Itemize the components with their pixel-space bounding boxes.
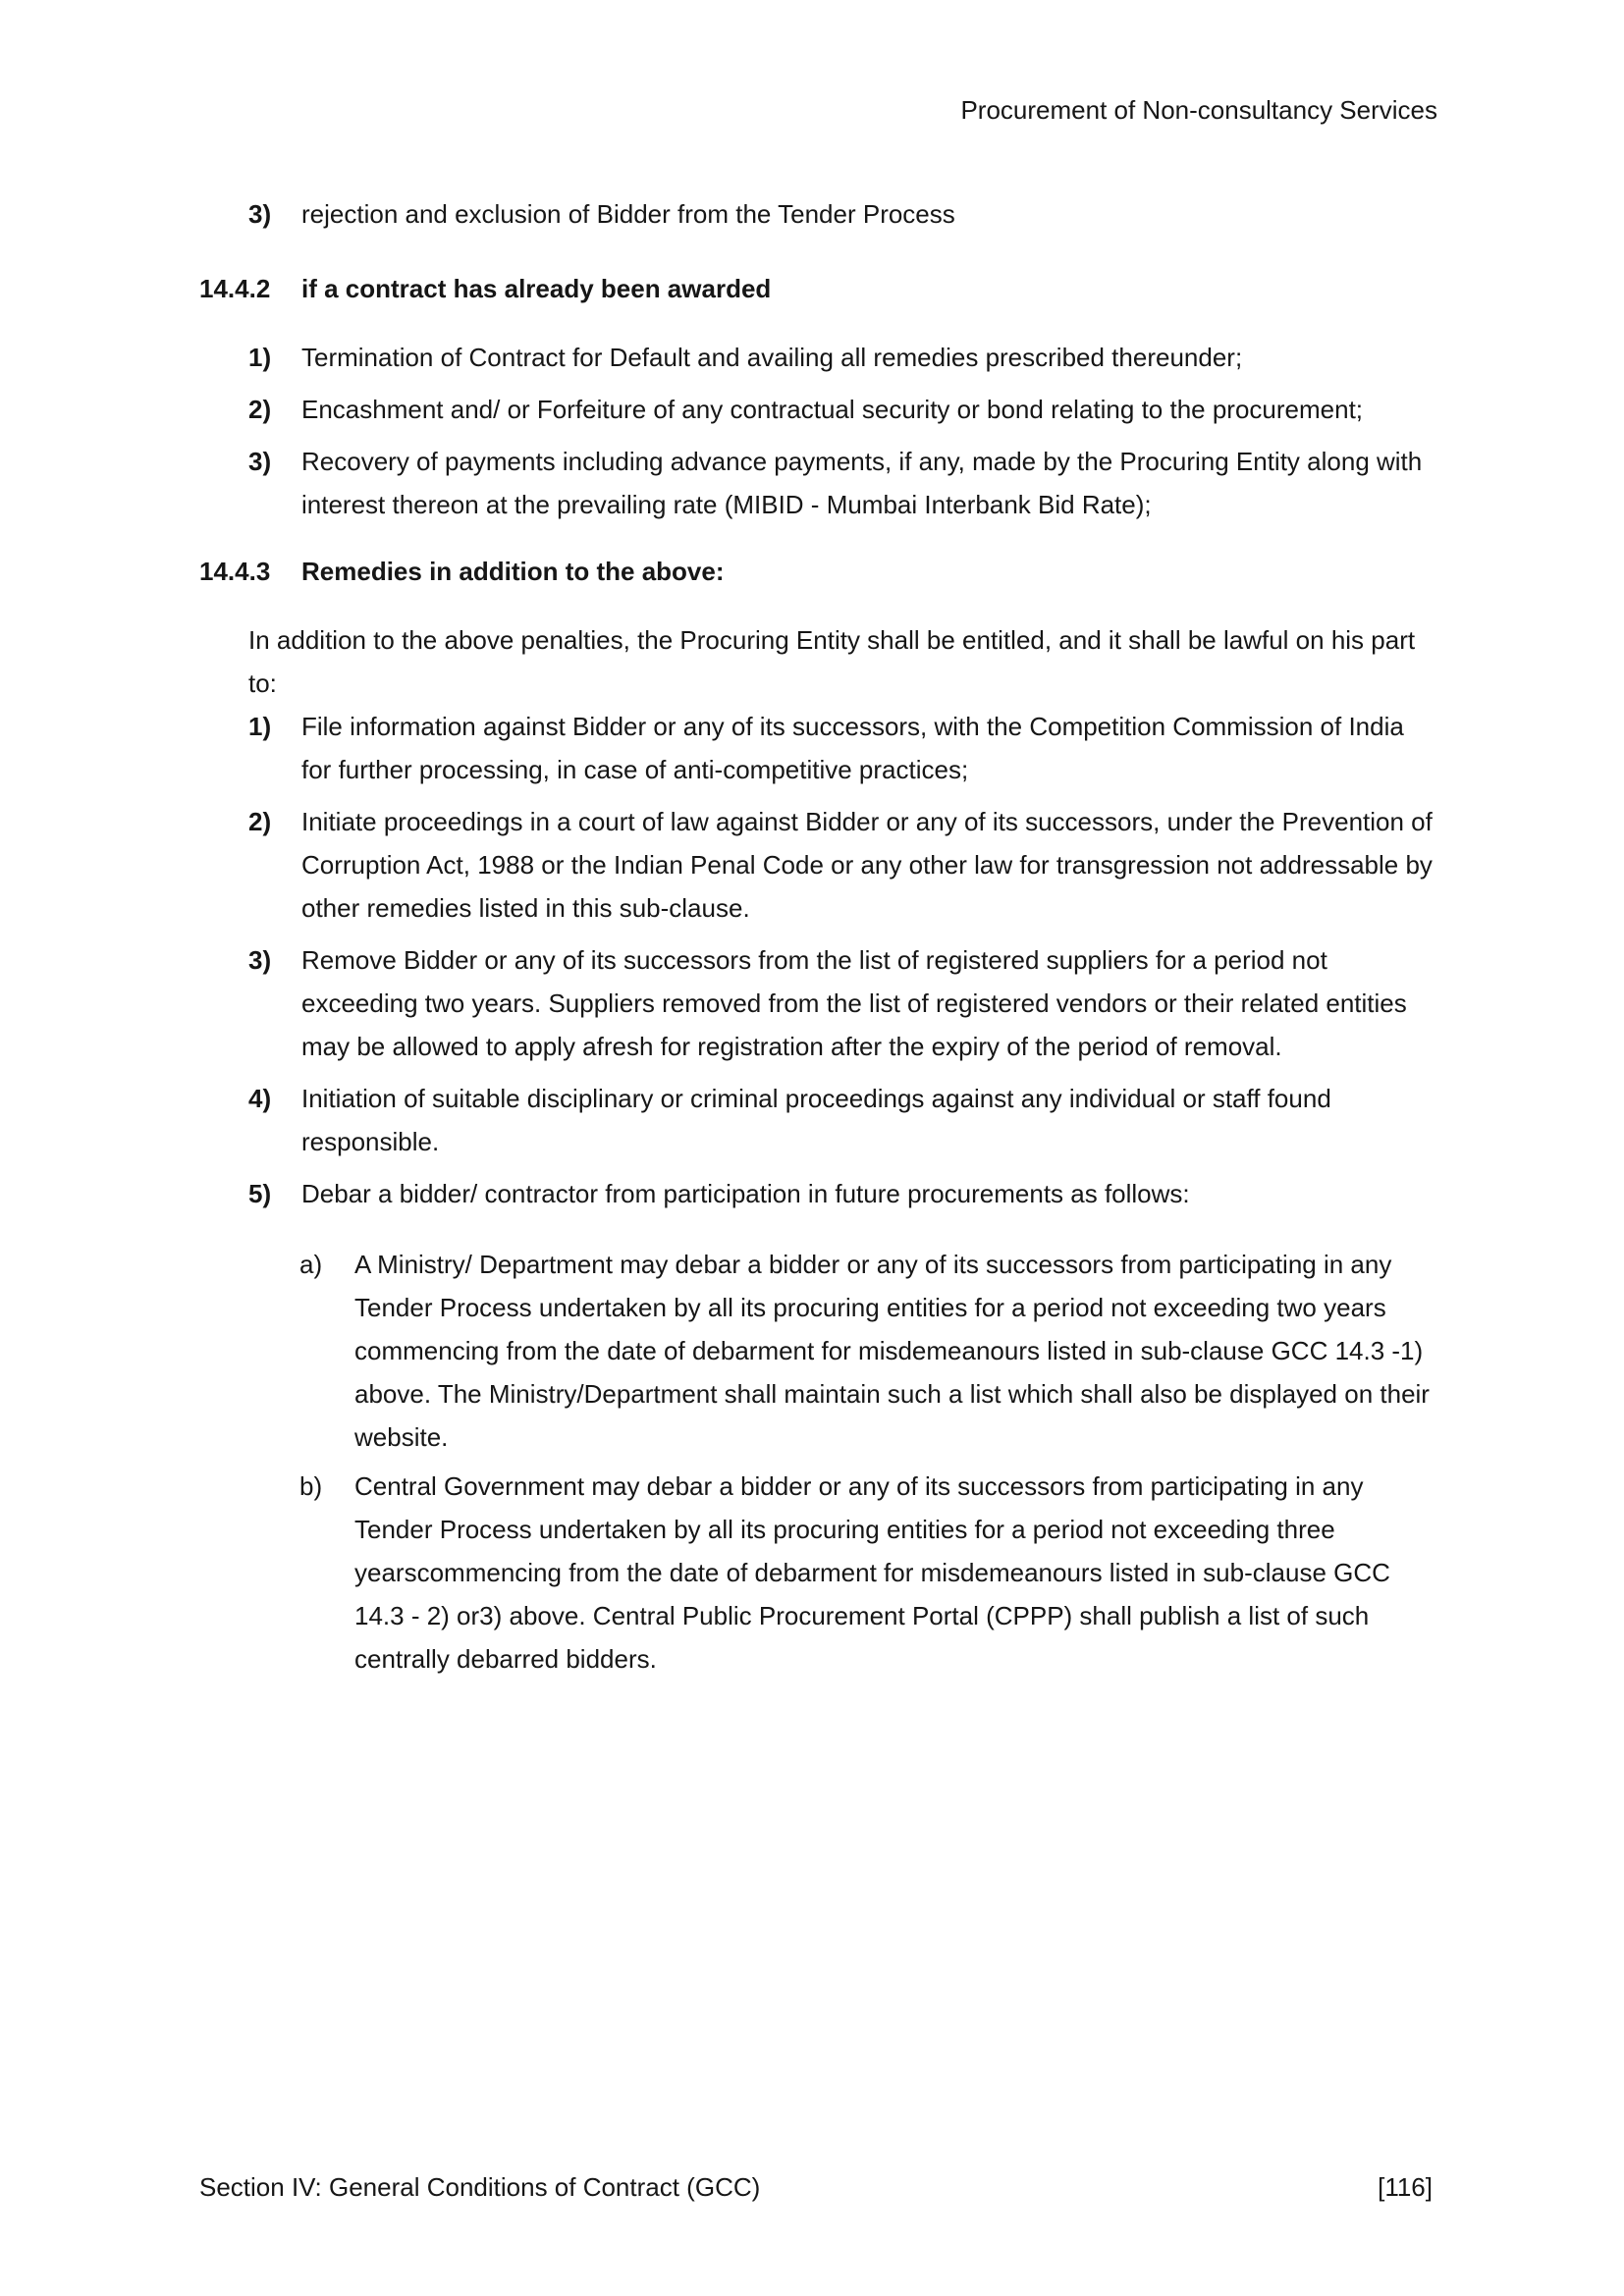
list-item	[248, 938, 1435, 1068]
sub-item-text: Central Government may debar a bidder or any of its successors from participating in any Tender Process undertaken by all its procuring entities for a period not exceeding three yearscommencing from the date of debarment for misdemeanours listed in sub-clause GCC 14.3 - 2) or3) above. Central Public Procurement Portal (CPPP) shall publish a list of such centrally debarred bidders.	[354, 1471, 1390, 1674]
footer-section-label: Section IV: General Conditions of Contract (GCC)	[199, 2172, 761, 2202]
page-number: [116]	[1378, 2172, 1433, 2202]
page-header	[196, 88, 1437, 132]
list-item-text: Encashment and/ or Forfeiture of any contractual security or bond relating to the procurement;	[301, 395, 1364, 424]
list-item-number: 3)	[248, 945, 272, 975]
list-item-number: 3)	[248, 199, 272, 229]
list-item-text: Initiate proceedings in a court of law against Bidder or any of its successors, under the Prevention of Corruption Act, 1988 or the Indian Penal Code or any other law for transgression not addressable by other remedies listed in this sub-clause.	[301, 807, 1433, 923]
list-item-text: Debar a bidder/ contractor from participation in future procurements as follows:	[301, 1179, 1190, 1208]
list-item	[248, 800, 1435, 930]
header-title: Procurement of Non-consultancy Services	[960, 95, 1437, 125]
sub-list-item	[299, 1243, 1435, 1459]
sub-item-letter: b)	[299, 1471, 323, 1501]
clause-heading-14-4-3	[199, 550, 1435, 593]
document-content	[199, 192, 1435, 1686]
list-item-text: Remove Bidder or any of its successors from the list of registered suppliers for a period not exceeding two years. Suppliers removed from the list of registered vendors or their related entities may be allowed to apply afresh for registration after the expiry of the period of removal.	[301, 945, 1407, 1061]
sub-item-text: A Ministry/ Department may debar a bidder or any of its successors from participating in any Tender Process undertaken by all its procuring entities for a period not exceeding two years commencing from the date of debarment for misdemeanours listed in sub-clause GCC 14.3 -1) above. The Ministry/Department shall maintain such a list which shall also be displayed on their website.	[354, 1250, 1430, 1452]
list-item-text: Recovery of payments including advance payments, if any, made by the Procuring Entity along with interest thereon at the prevailing rate (MIBID - Mumbai Interbank Bid Rate);	[301, 447, 1423, 519]
clause-heading-14-4-2	[199, 267, 1435, 310]
clause-title: Remedies in addition to the above:	[301, 557, 725, 586]
list-item-text: rejection and exclusion of Bidder from the Tender Process	[301, 199, 955, 229]
list-item-number: 5)	[248, 1179, 272, 1208]
list-item-number: 1)	[248, 712, 272, 741]
list-item-number: 2)	[248, 807, 272, 836]
list-item	[248, 336, 1435, 379]
list-item-number: 3)	[248, 447, 272, 476]
sub-list	[199, 1243, 1435, 1681]
clause-number: 14.4.3	[199, 557, 271, 586]
list-item-text: Initiation of suitable disciplinary or criminal proceedings against any individual or staff found responsible.	[301, 1084, 1331, 1156]
list-item-number: 4)	[248, 1084, 272, 1113]
list-item-number: 1)	[248, 343, 272, 372]
list-item-text: Termination of Contract for Default and availing all remedies prescribed thereunder;	[301, 343, 1243, 372]
sub-item-letter: a)	[299, 1250, 323, 1279]
clause-number: 14.4.2	[199, 274, 271, 303]
clause-title: if a contract has already been awarded	[301, 274, 772, 303]
page-footer	[199, 2165, 1433, 2209]
list-item-number: 2)	[248, 395, 272, 424]
sub-list-item	[299, 1465, 1435, 1681]
list-item	[248, 440, 1435, 526]
list-item-carryover	[248, 192, 1435, 236]
list-item	[248, 1172, 1435, 1215]
list-item-text: File information against Bidder or any of its successors, with the Competition Commission of India for further processing, in case of anti-competitive practices;	[301, 712, 1404, 784]
list-item	[248, 705, 1435, 791]
clause-intro-paragraph: In addition to the above penalties, the Procuring Entity shall be entitled, and it shall be lawful on his part to:	[248, 625, 1416, 698]
list-item	[248, 1077, 1435, 1163]
list-item	[248, 388, 1435, 431]
